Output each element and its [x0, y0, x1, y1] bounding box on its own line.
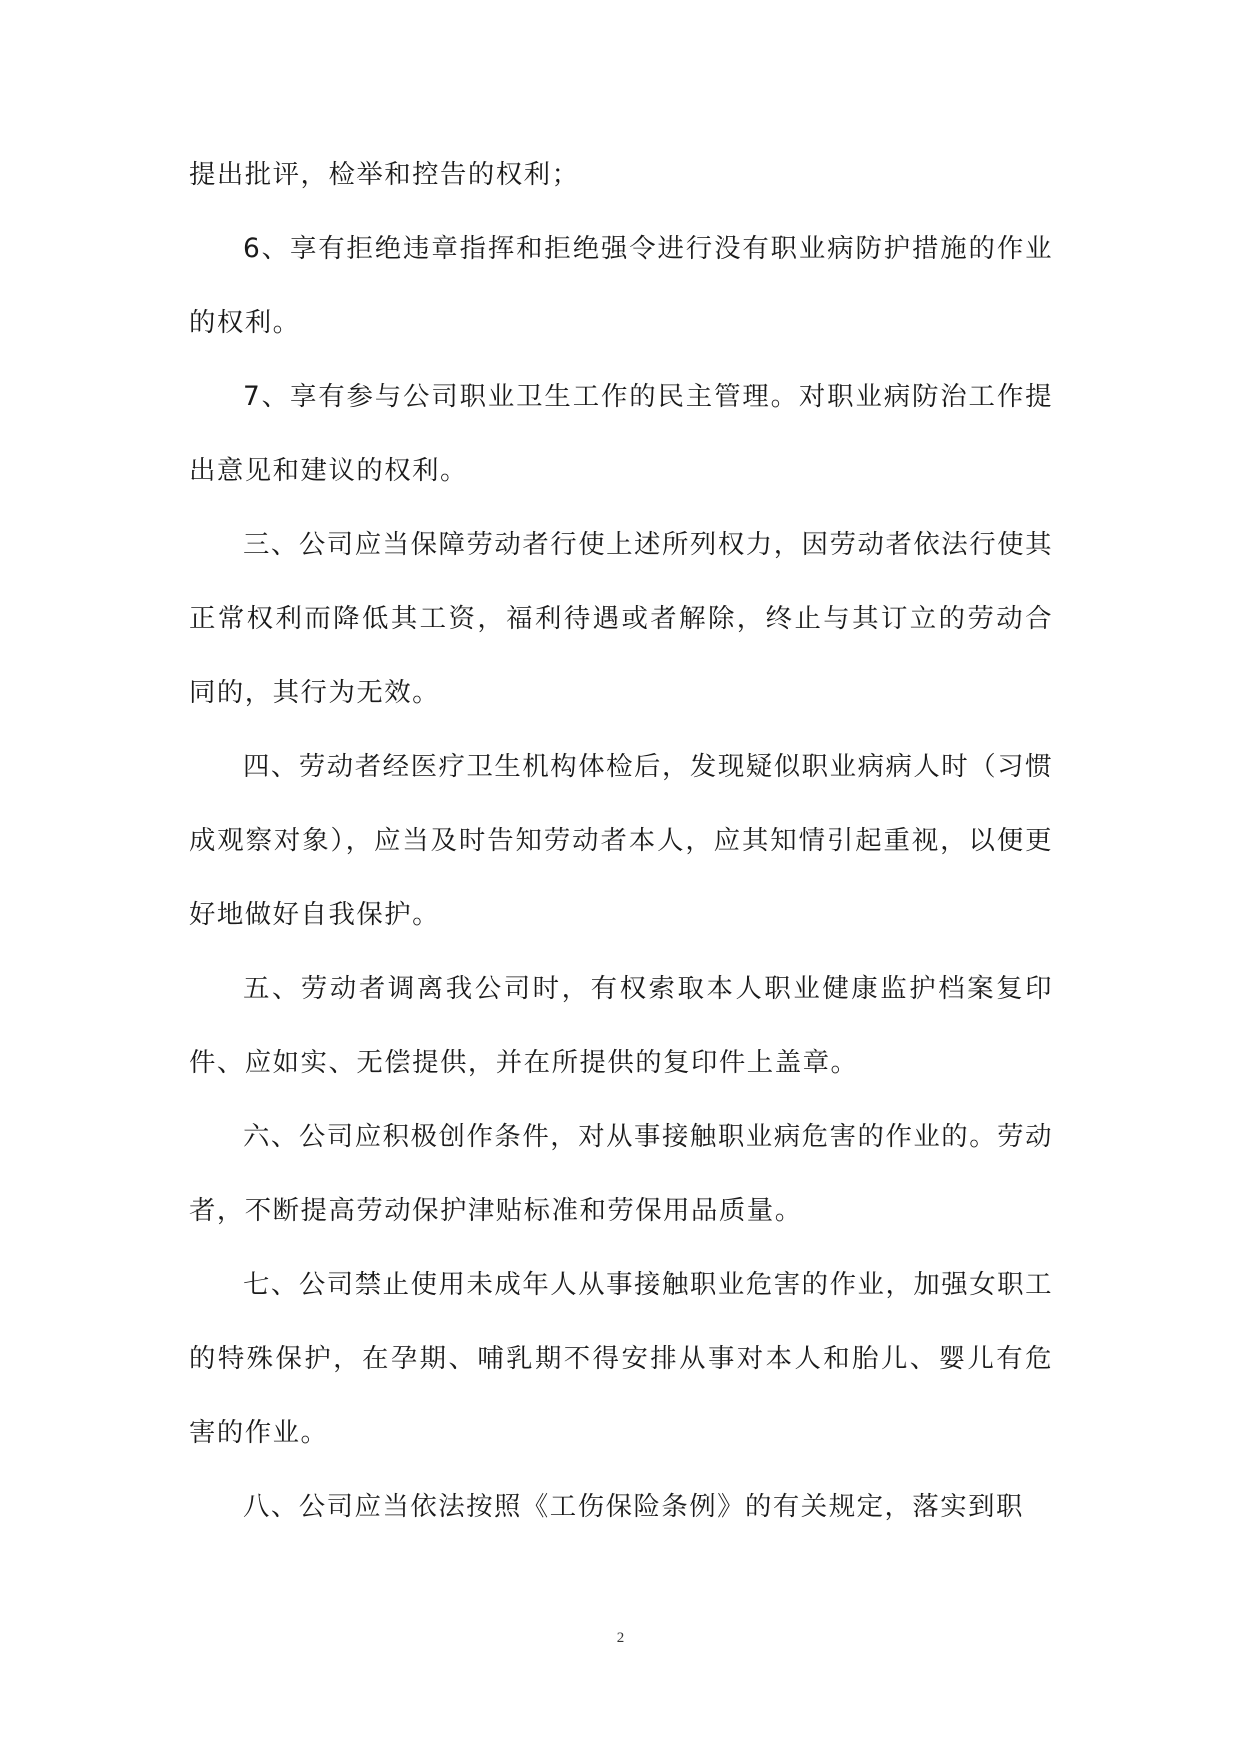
paragraph-item-7: 7、享有参与公司职业卫生工作的民主管理。对职业病防治工作提出意见和建议的权利。 [189, 381, 1053, 486]
paragraph-1: 提出批评，检举和控告的权利； [189, 159, 580, 190]
paragraph-item-6: 6、享有拒绝违章指挥和拒绝强令进行没有职业病防护措施的作业的权利。 [189, 233, 1053, 338]
paragraph-section-7: 七、公司禁止使用未成年人从事接触职业危害的作业，加强女职工的特殊保护，在孕期、哺乳期不得安排从事对本人和胎儿、婴儿有危害的作业。 [189, 1269, 1053, 1448]
document-body [189, 138, 1053, 1544]
paragraph-section-3: 三、公司应当保障劳动者行使上述所列权力，因劳动者依法行使其正常权利而降低其工资，福利待遇或者解除，终止与其订立的劳动合同的，其行为无效。 [189, 529, 1053, 708]
paragraph-section-6: 六、公司应积极创作条件，对从事接触职业病危害的作业的。劳动者，不断提高劳动保护津贴标准和劳保用品质量。 [189, 1121, 1053, 1226]
paragraph-section-4: 四、劳动者经医疗卫生机构体检后，发现疑似职业病病人时（习惯成观察对象），应当及时告知劳动者本人，应其知情引起重视，以便更好地做好自我保护。 [189, 751, 1053, 930]
paragraph-section-8: 八、公司应当依法按照《工伤保险条例》的有关规定，落实到职 [243, 1491, 1024, 1522]
page-number: 2 [616, 1630, 625, 1646]
paragraph-section-5: 五、劳动者调离我公司时，有权索取本人职业健康监护档案复印件、应如实、无偿提供，并在所提供的复印件上盖章。 [189, 973, 1053, 1078]
